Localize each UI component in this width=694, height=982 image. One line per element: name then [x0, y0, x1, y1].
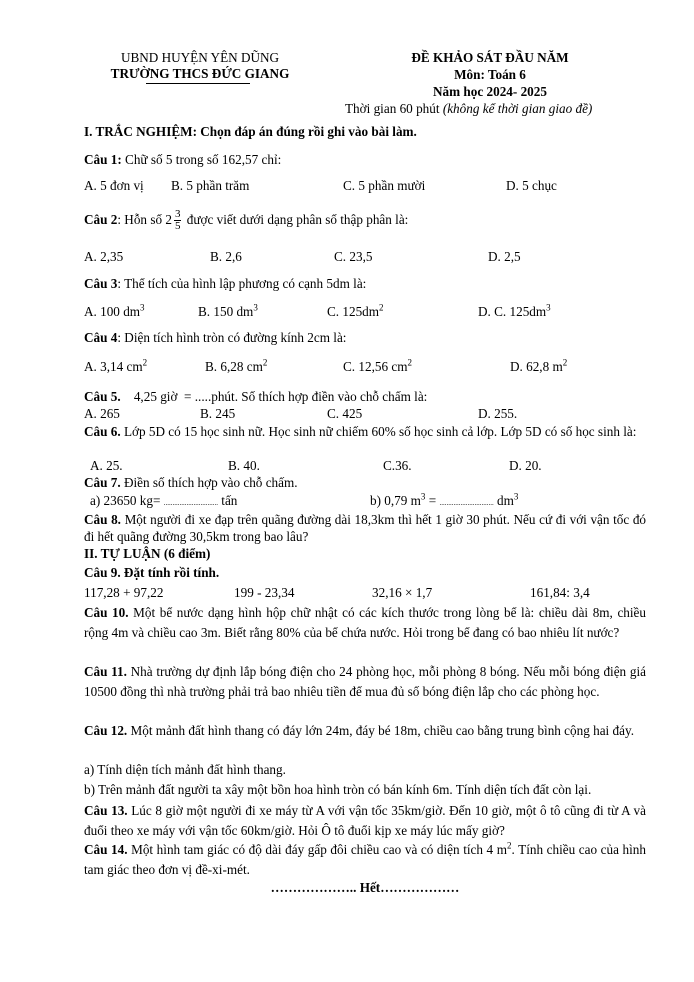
- q1-option-b: B. 5 phần trăm: [171, 178, 250, 193]
- question-10-text: Một bể nước dạng hình hộp chữ nhật có các kích thước trong lòng bể là: chiều dài 8m, chiều rộng 4m và chiều cao 3m. Biết rằng 80% của bể chứa nước. Hỏi trong bể đang có bao nhiêu lít nước?: [84, 605, 647, 640]
- q7-part-b-unit-exponent: 3: [513, 491, 519, 502]
- q4-option-c: [343, 359, 412, 375]
- q4-option-c-exponent: 2: [407, 357, 412, 368]
- question-14-exponent: 2: [507, 840, 512, 851]
- q4-option-d-text: D. 62,8 m: [510, 359, 563, 374]
- q7-part-a-text: a) 23650 kg=: [90, 493, 164, 508]
- question-3-text: : Thể tích của hình lập phương có cạnh 5dm là:: [117, 276, 367, 291]
- q3-option-a-text: A. 100 dm: [84, 304, 141, 319]
- q4-option-b-exponent: 2: [262, 357, 268, 368]
- q4-option-b: [205, 359, 267, 375]
- q3-option-d: [478, 304, 551, 320]
- q4-option-d-exponent: 2: [562, 357, 568, 368]
- q2-option-b: B. 2,6: [210, 249, 242, 264]
- q7-part-a: [90, 493, 237, 509]
- q5-option-c: C. 425: [327, 406, 363, 421]
- question-2-label: Câu 2: [84, 212, 118, 227]
- fraction-numerator: 3: [174, 208, 181, 221]
- q12-part-b: b) Trên mảnh đất người ta xây một bồn hoa hình tròn có bán kính 6m. Tính diện tích đất còn lại.: [84, 782, 592, 797]
- question-3-label: Câu 3: [84, 276, 118, 291]
- header-divider: [146, 83, 250, 84]
- q12-part-a: a) Tính diện tích mảnh đất hình thang.: [84, 762, 286, 777]
- question-1-text: Chữ số 5 trong số 162,57 chỉ:: [121, 152, 282, 167]
- school-year: Năm học 2024- 2025: [433, 84, 547, 99]
- question-7: [84, 475, 298, 491]
- question-14-text-before: Một hình tam giác có độ dài đáy gấp đôi chiều cao và có diện tích 4 m: [127, 842, 507, 857]
- q2-option-d: D. 2,5: [488, 249, 521, 264]
- question-8: [84, 511, 646, 545]
- question-4: [84, 330, 346, 346]
- question-6-label: Câu 6.: [84, 424, 121, 439]
- question-12-text: Một mảnh đất hình thang có đáy lớn 24m, đáy bé 18m, chiều cao bằng trung bình cộng hai đáy.: [127, 723, 634, 738]
- question-12-label: Câu 12.: [84, 723, 128, 738]
- school-name: TRƯỜNG THCS ĐỨC GIANG: [110, 66, 290, 81]
- question-14-label: Câu 14.: [84, 842, 128, 857]
- question-1: [84, 152, 281, 168]
- question-6-text: Lớp 5D có 15 học sinh nữ. Học sinh nữ chiếm 60% số học sinh cả lớp. Lớp 5D có số học sinh là:: [120, 424, 637, 439]
- q5-option-b: B. 245: [200, 406, 236, 421]
- q3-option-c-exponent: 2: [379, 302, 384, 313]
- question-13-label: Câu 13.: [84, 803, 128, 818]
- subject-label: Môn: Toán 6: [454, 67, 526, 82]
- q3-option-a: [84, 304, 145, 320]
- q7-part-a-blank: ...............................: [163, 499, 218, 507]
- question-1-label: Câu 1:: [84, 152, 122, 167]
- question-12: [84, 721, 646, 741]
- q3-option-b-exponent: 3: [253, 302, 258, 313]
- q9-item-4: 161,84: 3,4: [530, 585, 590, 600]
- q4-option-c-text: C. 12,56 cm: [343, 359, 408, 374]
- q5-option-a: A. 265: [84, 406, 120, 421]
- q3-option-b-text: B. 150 dm: [198, 304, 254, 319]
- mixed-number-fraction: [174, 209, 182, 232]
- q2-option-c: C. 23,5: [334, 249, 373, 264]
- q6-option-a: A. 25.: [90, 458, 123, 473]
- q7-part-b: [370, 493, 518, 509]
- mixed-number-whole: 2: [165, 212, 172, 227]
- department-name: UBND HUYỆN YÊN DŨNG: [120, 50, 280, 65]
- q3-option-a-exponent: 3: [140, 302, 145, 313]
- time-info: [345, 101, 592, 117]
- question-11: [84, 662, 646, 701]
- question-7-text: Điền số thích hợp vào chỗ chấm.: [120, 475, 298, 490]
- q7-part-b-unit: dm: [493, 493, 514, 508]
- question-10-label: Câu 10.: [84, 605, 129, 620]
- q7-part-a-unit: tấn: [217, 493, 238, 508]
- question-5-text: 4,25 giờ = .....phút. Số thích hợp điền vào chỗ chấm là:: [120, 389, 428, 404]
- section-2-title: II. TỰ LUẬN (6 điểm): [84, 546, 211, 561]
- question-6: [84, 423, 646, 440]
- q3-option-d-text: D. C. 125dm: [478, 304, 547, 319]
- q4-option-d: [510, 359, 567, 375]
- section-1-title: I. TRẮC NGHIỆM: Chọn đáp án đúng rồi ghi vào bài làm.: [84, 124, 417, 139]
- question-8-text: Một người đi xe đạp trên quãng đường dài 18,3km thì hết 1 giờ 30 phút. Nếu cứ đi với vận tốc đó đi hết quãng đường 30,5km trong bao lâu?: [84, 512, 647, 544]
- time-note: (không kể thời gian giao đề): [442, 101, 593, 116]
- q7-part-b-equals: =: [425, 493, 440, 508]
- q9-item-3: 32,16 × 1,7: [372, 585, 433, 600]
- question-11-text: Nhà trường dự định lắp bóng điện cho 24 phòng học, mỗi phòng 8 bóng. Nếu mỗi bóng điện giá 10500 đồng thì nhà trường phải trả bao nhiêu tiền để mua đủ số bóng điện lắp cho các phòng học.: [84, 664, 646, 699]
- q4-option-a: [84, 359, 147, 375]
- question-10: [84, 603, 646, 642]
- q6-option-d: D. 20.: [509, 458, 542, 473]
- q1-option-a: A. 5 đơn vị: [84, 178, 144, 193]
- question-5: [84, 389, 427, 405]
- end-marker: ……………….. Hết………………: [270, 880, 460, 895]
- question-7-label: Câu 7.: [84, 475, 121, 490]
- q7-part-b-blank: ...............................: [439, 499, 494, 507]
- question-5-label: Câu 5.: [84, 389, 121, 404]
- q4-option-b-text: B. 6,28 cm: [205, 359, 263, 374]
- q5-option-d: D. 255.: [478, 406, 518, 421]
- question-3: [84, 276, 366, 292]
- time-text: Thời gian 60 phút: [345, 101, 443, 116]
- q3-option-c: [327, 304, 384, 320]
- q6-option-c: C.36.: [383, 458, 412, 473]
- q1-option-c: C. 5 phần mười: [343, 178, 426, 193]
- q3-option-b: [198, 304, 258, 320]
- question-2-text-after: được viết dưới dạng phân số thập phân là:: [183, 212, 409, 227]
- q4-option-a-exponent: 2: [142, 357, 148, 368]
- q7-part-b-text: b) 0,79 m: [370, 493, 421, 508]
- q1-option-d: D. 5 chục: [506, 178, 557, 193]
- q2-option-a: A. 2,35: [84, 249, 124, 264]
- q3-option-c-text: C. 125dm: [327, 304, 380, 319]
- question-13: [84, 801, 646, 840]
- q6-option-b: B. 40.: [228, 458, 260, 473]
- question-4-text: : Diện tích hình tròn có đường kính 2cm là:: [117, 330, 347, 345]
- q4-option-a-text: A. 3,14 cm: [84, 359, 143, 374]
- q7-part-b-exponent: 3: [420, 491, 426, 502]
- q3-option-d-exponent: 3: [546, 302, 551, 313]
- question-14: [84, 840, 646, 879]
- question-8-label: Câu 8.: [84, 512, 121, 527]
- fraction-denominator: 5: [174, 220, 181, 233]
- question-4-label: Câu 4: [84, 330, 118, 345]
- question-2: [84, 205, 408, 235]
- question-2-text-before: : Hỗn số: [117, 212, 166, 227]
- question-11-label: Câu 11.: [84, 664, 127, 679]
- question-14-text-after: . Tính chiều cao của hình tam giác theo đơn vị đề-xi-mét.: [84, 842, 646, 877]
- q9-item-1: 117,28 + 97,22: [84, 585, 164, 600]
- question-9-label: Câu 9. Đặt tính rồi tính.: [84, 565, 220, 580]
- q9-item-2: 199 - 23,34: [234, 585, 295, 600]
- exam-title: ĐỀ KHẢO SÁT ĐẦU NĂM: [411, 50, 569, 65]
- question-13-text: Lúc 8 giờ một người đi xe máy từ A với vận tốc 35km/giờ. Đến 10 giờ, một ô tô cũng đi từ A và đuổi theo xe máy với vận tốc 60km/giờ. Hỏi Ô tô đuổi kịp xe máy lúc mấy giờ?: [84, 803, 646, 838]
